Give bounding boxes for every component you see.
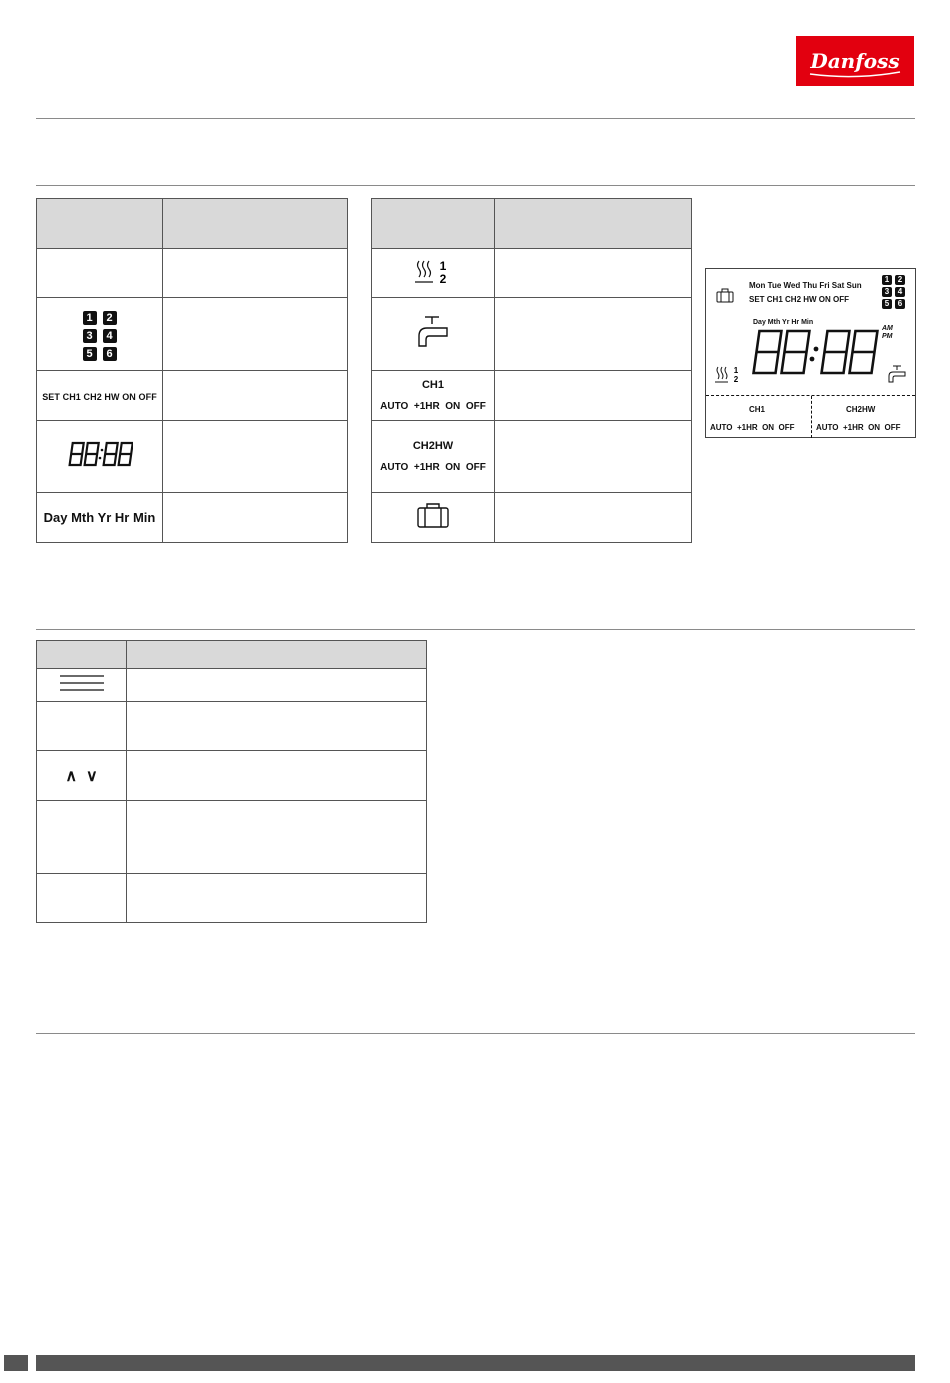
heat-zone-2: 2: [439, 271, 447, 285]
up-down-arrows-icon: ∧ ∨: [65, 767, 98, 785]
number-badge: 3: [83, 329, 97, 343]
display-symbols-table-right: [371, 198, 692, 543]
lcd-ch1-modes: AUTO +1HR ON OFF: [710, 423, 795, 432]
lcd-modes: SET CH1 CH2 HW ON OFF: [749, 295, 850, 304]
lcd-pm: PM: [882, 333, 893, 340]
lcd-display-illustration: [705, 268, 916, 438]
header-cell: [127, 641, 427, 669]
danfoss-logo: [796, 36, 914, 86]
symbol-cell: [372, 371, 495, 421]
seven-segment-digits-icon: [67, 441, 133, 467]
header-cell: [372, 199, 495, 249]
symbol-cell: [372, 298, 495, 371]
description-cell: [127, 874, 427, 923]
divider: [36, 629, 915, 630]
description-cell: [495, 421, 692, 493]
number-badge: 4: [103, 329, 117, 343]
description-cell: [127, 702, 427, 751]
svg-text:Danfoss: Danfoss: [810, 49, 900, 73]
number-badge: 2: [103, 311, 117, 325]
header-cell: [37, 641, 127, 669]
lcd-ch2hw: CH2HW: [846, 405, 876, 414]
hot-water-tap-icon: [886, 364, 908, 384]
symbol-cell: [37, 702, 127, 751]
heat-zone-1: 1: [439, 258, 447, 273]
symbol-cell: [37, 801, 127, 874]
lcd-date-labels: Day Mth Yr Hr Min: [753, 319, 814, 326]
program-number-icons: [83, 311, 117, 361]
number-badge: 6: [895, 299, 905, 309]
number-badge: 1: [882, 275, 892, 285]
lcd-am: AM: [882, 325, 893, 332]
hot-water-tap-icon: [413, 314, 453, 350]
channel-modes: AUTO +1HR ON OFF: [380, 401, 486, 412]
mode-labels: SET CH1 CH2 HW ON OFF: [42, 391, 157, 402]
channel-modes: AUTO +1HR ON OFF: [380, 462, 486, 473]
lcd-ch2hw-modes: AUTO +1HR ON OFF: [816, 423, 901, 432]
symbol-cell: [37, 371, 163, 421]
page-number-box: [4, 1355, 28, 1371]
divider: [36, 1033, 915, 1034]
header-cell: [37, 199, 163, 249]
number-badge: 6: [103, 347, 117, 361]
divider: [36, 118, 915, 119]
description-cell: [495, 298, 692, 371]
buttons-table: [36, 640, 427, 923]
number-badge: 5: [882, 299, 892, 309]
lcd-days: Mon Tue Wed Thu Fri Sat Sun: [749, 281, 862, 290]
symbol-cell: [37, 751, 127, 801]
holiday-suitcase-icon: [415, 501, 451, 529]
symbol-cell: [37, 421, 163, 493]
menu-icon: [59, 673, 105, 693]
symbol-cell: [372, 249, 495, 298]
number-badge: 4: [895, 287, 905, 297]
footer-bar: [36, 1355, 915, 1371]
heat-zone-2: 2: [733, 375, 739, 384]
description-cell: [495, 493, 692, 543]
description-cell: [127, 751, 427, 801]
display-symbols-table-left: [36, 198, 348, 543]
description-cell: [495, 249, 692, 298]
channel-title: CH1: [421, 379, 444, 391]
description-cell: [127, 801, 427, 874]
number-badge: 2: [895, 275, 905, 285]
description-cell: [163, 493, 348, 543]
heating-icon: [413, 257, 453, 285]
header-cell: [163, 199, 348, 249]
symbol-cell: [37, 874, 127, 923]
symbol-cell: [372, 493, 495, 543]
lcd-seven-segment-digits: [746, 327, 886, 379]
description-cell: [163, 249, 348, 298]
heat-zone-1: 1: [733, 366, 739, 375]
holiday-suitcase-icon: [716, 288, 734, 303]
lcd-program-numbers: [882, 275, 905, 309]
channel-title: CH2HW: [412, 440, 454, 452]
lcd-ch1: CH1: [749, 405, 766, 414]
description-cell: [163, 421, 348, 493]
symbol-cell: [37, 298, 163, 371]
description-cell: [495, 371, 692, 421]
symbol-cell: [37, 493, 163, 543]
number-badge: 3: [882, 287, 892, 297]
symbol-cell: [37, 669, 127, 702]
symbol-cell: [372, 421, 495, 493]
divider: [36, 185, 915, 186]
number-badge: 1: [83, 311, 97, 325]
lcd-separator: [811, 396, 812, 438]
number-badge: 5: [83, 347, 97, 361]
date-time-labels: Day Mth Yr Hr Min: [43, 509, 156, 525]
header-cell: [495, 199, 692, 249]
heating-icon: [714, 364, 742, 384]
description-cell: [163, 298, 348, 371]
description-cell: [127, 669, 427, 702]
symbol-cell: [37, 249, 163, 298]
description-cell: [163, 371, 348, 421]
